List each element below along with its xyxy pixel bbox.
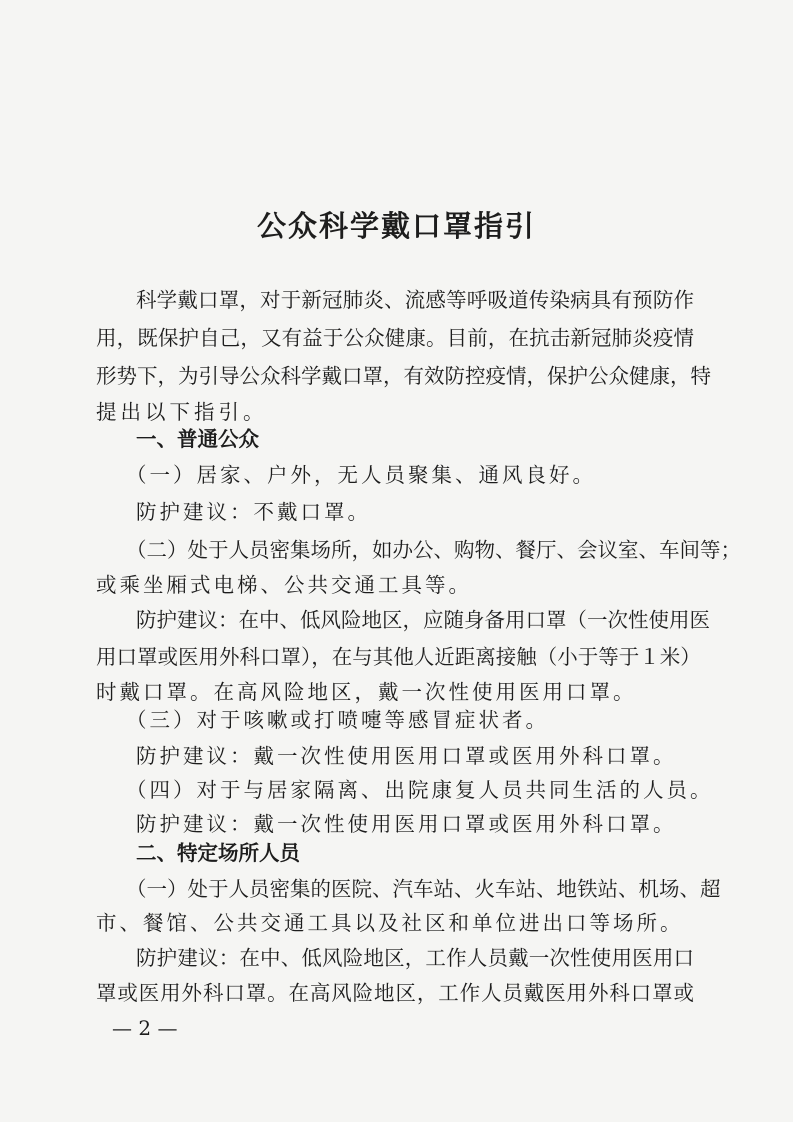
page-number: — 2 — [112, 1016, 178, 1040]
paragraph-line: （三）对于咳嗽或打喷嚏等感冒症状者。 [126, 708, 549, 732]
section-heading-specific-places: 二、特定场所人员 [136, 841, 300, 865]
paragraph-line: 科学戴口罩，对于新冠肺炎、流感等呼吸道传染病具有预防作 [136, 288, 694, 312]
section-heading-general-public: 一、普通公众 [136, 427, 259, 451]
paragraph-line: （四）对于与居家隔离、出院康复人员共同生活的人员。 [126, 778, 714, 802]
paragraph-line: （一）处于人员密集的医院、汽车站、火车站、地铁站、机场、超 [126, 877, 721, 901]
paragraph-line: 形势下，为引导公众科学戴口罩，有效防控疫情，保护公众健康，特 [96, 364, 711, 388]
paragraph-line: 防护建议：戴一次性使用医用口罩或医用外科口罩。 [136, 812, 677, 836]
paragraph-line: 用口罩或医用外科口罩），在与其他人近距离接触（小于等于１米） [96, 645, 701, 669]
paragraph-line: 防护建议：在中、低风险地区，工作人员戴一次性使用医用口 [136, 946, 694, 970]
paragraph-line: 防护建议：不戴口罩。 [136, 500, 371, 524]
paragraph-line: 提出以下指引。 [96, 400, 268, 424]
paragraph-line: （二）处于人员密集场所，如办公、购物、餐厅、会议室、车间等； [126, 538, 741, 562]
paragraph-line: 罩或医用外科口罩。在高风险地区，工作人员戴医用外科口罩或 [96, 981, 694, 1005]
paragraph-line: 市、餐馆、公共交通工具以及社区和单位进出口等场所。 [96, 911, 684, 935]
paragraph-line: 或乘坐厢式电梯、公共交通工具等。 [96, 573, 472, 597]
paragraph-line: 防护建议：在中、低风险地区，应随身备用口罩（一次性使用医 [136, 608, 710, 632]
document-title: 公众科学戴口罩指引 [256, 209, 536, 243]
paragraph-line: 用，既保护自己，又有益于公众健康。目前，在抗击新冠肺炎疫情 [96, 326, 694, 350]
paragraph-line: 时戴口罩。在高风险地区，戴一次性使用医用口罩。 [96, 680, 637, 704]
paragraph-line: 防护建议：戴一次性使用医用口罩或医用外科口罩。 [136, 744, 677, 768]
paragraph-line: （一）居家、户外，无人员聚集、通风良好。 [126, 463, 596, 487]
